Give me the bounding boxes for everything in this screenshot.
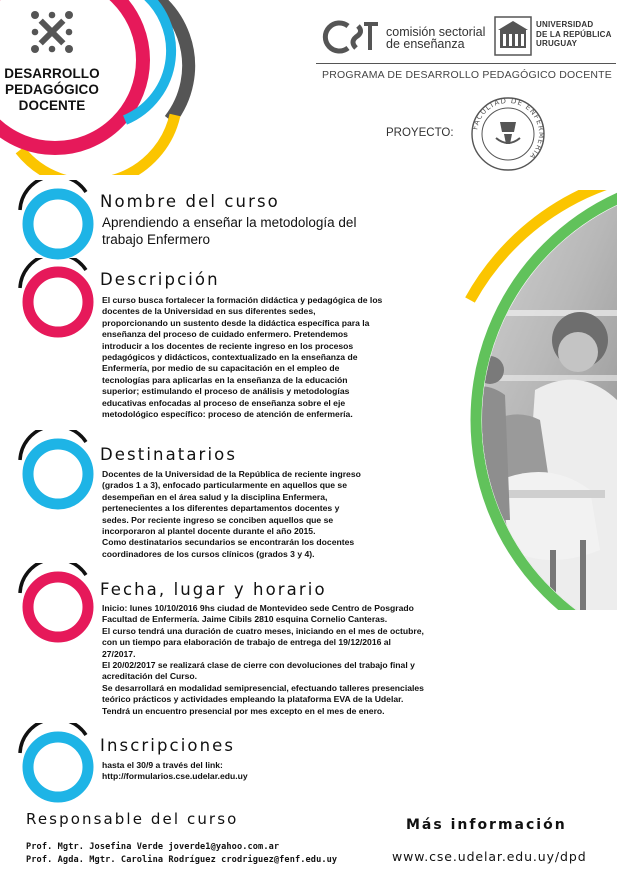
destinatarios-title: Destinatarios <box>100 445 238 464</box>
destinatarios-ring <box>14 430 98 514</box>
descripcion-ring <box>14 258 98 342</box>
responsable-title: Responsable del curso <box>26 810 239 828</box>
fecha-line: Inicio: lunes 10/10/2016 9hs ciudad de Montevideo sede Centro de Posgrado <box>102 603 414 613</box>
responsable-contact: Prof. Agda. Mgtr. Carolina Rodríguez crodriguez@fenf.edu.uy <box>26 855 338 865</box>
fecha-line: Facultad de Enfermería. Jaime Cibils 2810 esquina Cornelio Canteras. <box>102 614 388 625</box>
cse-name-line: de enseñanza <box>386 37 465 51</box>
descripcion-line: enseñanza del proceso de cuidado enfermero. Pretendemos <box>102 329 348 340</box>
x-pattern-icon <box>31 11 73 53</box>
fecha-title: Fecha, lugar y horario <box>100 580 327 599</box>
fenf-seal-icon <box>470 96 546 172</box>
descripcion-line: El curso busca fortalecer la formación didáctica y pedagógica de los <box>102 295 383 305</box>
udelar-name-line: DE LA REPÚBLICA <box>536 29 612 39</box>
proyecto-label: PROYECTO: <box>386 127 454 139</box>
udelar-name-line: URUGUAY <box>536 39 578 48</box>
udelar-name-line: UNIVERSIDAD <box>536 20 594 29</box>
fecha-ring <box>14 563 98 647</box>
destinatarios-line: pertenecientes a los diferentes departamentos docentes y <box>102 503 340 514</box>
destinatarios-line: coordinadores de los cursos clínicos (grados 3 y 4). <box>102 548 315 559</box>
descripcion-line: proporcionando un sustento desde la didáctica específica para la <box>102 317 370 328</box>
website-link[interactable]: www.cse.udelar.edu.uy/dpd <box>392 849 587 864</box>
fecha-line: con un tiempo para elaboración de trabajo de entrega del 19/12/2016 al <box>102 637 391 648</box>
fecha-body <box>102 603 424 717</box>
destinatarios-line: Como destinatarios secundarios se encontrarán los docentes <box>102 537 355 548</box>
logo-title-line: DESARROLLO <box>4 66 100 81</box>
nursing-photo-illustration <box>440 190 617 610</box>
descripcion-line: tecnologías para aplicarlas en la enseñanza de la educación <box>102 374 348 385</box>
cse-name-line: comisión sectorial <box>386 25 486 39</box>
destinatarios-line: incorporaron al plantel docente durante el año 2015. <box>102 526 316 537</box>
photo-content <box>440 190 617 610</box>
fecha-line: 27/2017. <box>102 648 136 659</box>
nombre-title: Nombre del curso <box>100 192 280 211</box>
destinatarios-line: desempeñan en el área salud y la disciplina Enfermera, <box>102 491 328 502</box>
udelar-seal-icon <box>494 16 532 56</box>
fecha-line: teórico prácticos y actividades empleando la plataforma EVA de la Udelar. <box>102 694 404 705</box>
destinatarios-line: (grados 1 a 3), enfocado particularmente en aquellos que se <box>102 480 347 491</box>
descripcion-body <box>102 295 382 420</box>
inscripciones-ring <box>14 723 98 807</box>
inscripciones-line: hasta el 30/9 a través del link: <box>102 760 223 770</box>
program-logo-title <box>4 66 100 114</box>
descripcion-line: educativas enfocadas al proceso de enseñanza sobre el eje <box>102 397 346 408</box>
cse-logo-icon <box>320 20 384 54</box>
fecha-line: acreditación del Curso. <box>102 671 198 682</box>
descripcion-title: Descripción <box>100 270 220 289</box>
logo-title-line: PEDAGÓGICO <box>4 82 99 97</box>
fecha-line: El curso tendrá una duración de cuatro meses, iniciando en el mes de octubre, <box>102 625 424 636</box>
mas-info-title: Más información <box>406 817 567 833</box>
responsable-contact: Prof. Mgtr. Josefina Verde joverde1@yahoo.com.ar <box>26 842 280 852</box>
udelar-name <box>536 20 612 49</box>
descripcion-line: pedagógicos y didácticos, contextualizado en la enseñanza de <box>102 352 358 363</box>
fecha-line: El 20/02/2017 se realizará clase de cierre con devoluciones del trabajo final y <box>102 660 415 671</box>
program-title: PROGRAMA DE DESARROLLO PEDAGÓGICO DOCENTE <box>322 69 613 81</box>
fecha-line: Tendrá un encuentro presencial por mes excepto en el mes de enero. <box>102 705 385 716</box>
fecha-line: Se desarrollará en modalidad semipresencial, efectuando talleres presenciales <box>102 682 424 693</box>
destinatarios-line: Docentes de la Universidad de la República de reciente ingreso <box>102 469 361 479</box>
registration-link[interactable]: http://formularios.cse.udelar.edu.uy <box>102 771 248 782</box>
descripcion-line: metodológico específico: proceso de atención de enfermería. <box>102 409 353 420</box>
course-name-line: Aprendiendo a enseñar la metodología del <box>102 215 357 230</box>
nombre-ring <box>14 180 98 264</box>
descripcion-line: docentes de la Universidad en sus diferentes sedes, <box>102 306 316 317</box>
course-name-line: trabajo Enfermero <box>102 231 211 247</box>
descripcion-line: introducir a los docentes de reciente ingreso en los procesos <box>102 340 354 351</box>
header-divider <box>316 63 616 64</box>
destinatarios-line: sedes. Por reciente ingreso se conciben aquellos que se <box>102 514 334 525</box>
cse-name <box>386 26 485 50</box>
logo-title-line: DOCENTE <box>18 98 86 113</box>
course-name <box>102 215 356 248</box>
descripcion-line: Enfermería, por medio de su capacitación en el empleo de <box>102 363 340 374</box>
svg-text:FACULTAD DE ENFERMERIA: FACULTAD DE ENFERMERIA <box>470 96 546 162</box>
inscripciones-body <box>102 760 248 783</box>
inscripciones-title: Inscripciones <box>100 736 236 755</box>
descripcion-line: superior; estimulando el proceso de análisis y metodologías <box>102 386 350 397</box>
destinatarios-body <box>102 469 361 560</box>
